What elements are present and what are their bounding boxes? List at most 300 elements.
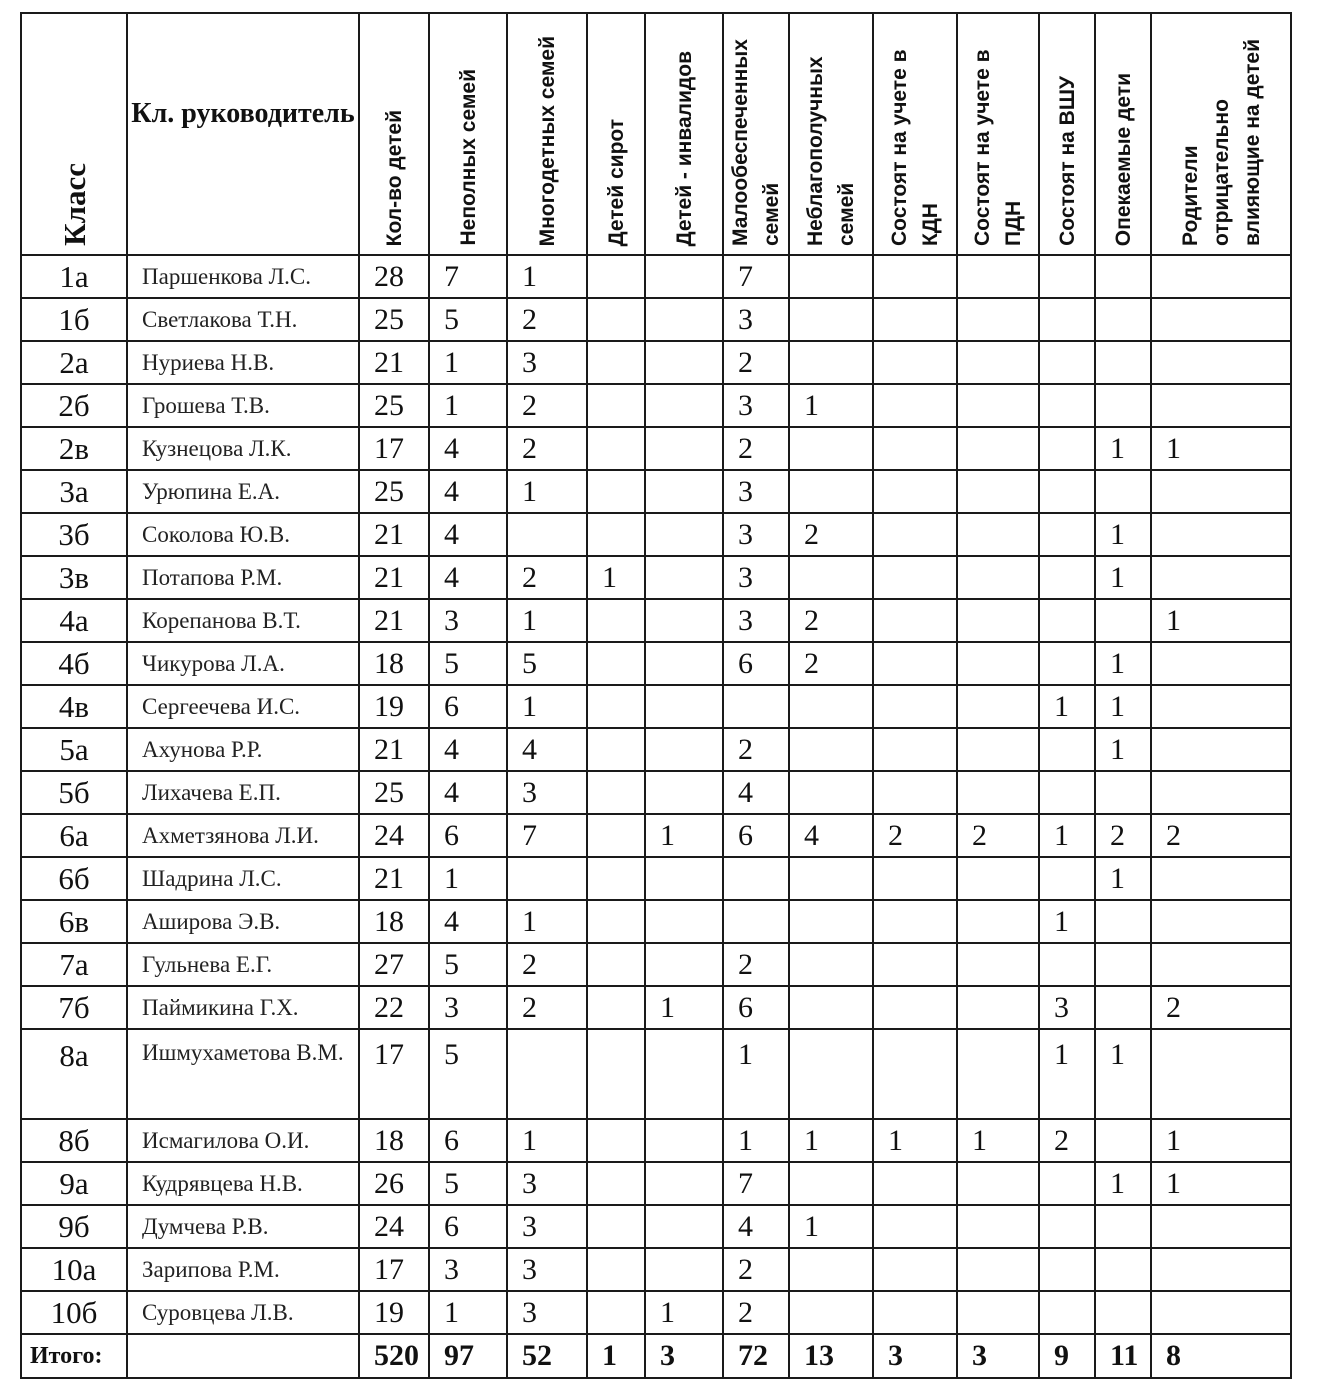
value-cell bbox=[957, 728, 1039, 771]
value-cell bbox=[873, 1205, 957, 1248]
teacher-cell: Гульнева Е.Г. bbox=[127, 943, 359, 986]
value-cell bbox=[1039, 1205, 1095, 1248]
value-cell bbox=[587, 943, 645, 986]
value-cell: 4 bbox=[429, 728, 507, 771]
total-value-cell: 1 bbox=[587, 1334, 645, 1378]
value-cell bbox=[873, 771, 957, 814]
value-cell: 24 bbox=[359, 814, 429, 857]
teacher-cell: Урюпина Е.А. bbox=[127, 470, 359, 513]
teacher-cell: Нуриева Н.В. bbox=[127, 341, 359, 384]
value-cell bbox=[645, 255, 723, 298]
total-value-cell: 3 bbox=[645, 1334, 723, 1378]
value-cell: 3 bbox=[429, 986, 507, 1029]
table-row bbox=[21, 599, 1291, 642]
teacher-cell: Лихачева Е.П. bbox=[127, 771, 359, 814]
value-cell bbox=[789, 685, 873, 728]
value-cell: 1 bbox=[507, 1119, 587, 1162]
value-cell bbox=[1095, 1205, 1151, 1248]
header-incomplete: Неполных семей bbox=[429, 13, 507, 255]
value-cell: 1 bbox=[723, 1119, 789, 1162]
value-cell bbox=[723, 900, 789, 943]
teacher-cell: Ахметзянова Л.И. bbox=[127, 814, 359, 857]
value-cell bbox=[1039, 298, 1095, 341]
class-cell: 8б bbox=[21, 1119, 127, 1162]
value-cell bbox=[1151, 470, 1291, 513]
value-cell bbox=[1039, 470, 1095, 513]
value-cell bbox=[789, 1291, 873, 1334]
value-cell: 19 bbox=[359, 685, 429, 728]
table-row bbox=[21, 1205, 1291, 1248]
value-cell bbox=[957, 685, 1039, 728]
value-cell: 21 bbox=[359, 599, 429, 642]
value-cell: 25 bbox=[359, 771, 429, 814]
class-cell: 2в bbox=[21, 427, 127, 470]
teacher-cell: Думчева Р.В. bbox=[127, 1205, 359, 1248]
class-cell: 3а bbox=[21, 470, 127, 513]
value-cell bbox=[957, 556, 1039, 599]
value-cell bbox=[873, 255, 957, 298]
value-cell bbox=[1151, 1205, 1291, 1248]
value-cell: 2 bbox=[507, 986, 587, 1029]
value-cell: 3 bbox=[507, 341, 587, 384]
table-row bbox=[21, 642, 1291, 685]
value-cell: 1 bbox=[873, 1119, 957, 1162]
value-cell bbox=[587, 298, 645, 341]
value-cell: 1 bbox=[429, 384, 507, 427]
class-cell: 4б bbox=[21, 642, 127, 685]
value-cell bbox=[789, 556, 873, 599]
value-cell bbox=[789, 1029, 873, 1119]
value-cell: 3 bbox=[723, 298, 789, 341]
value-cell bbox=[1039, 341, 1095, 384]
value-cell bbox=[1039, 943, 1095, 986]
value-cell bbox=[587, 1205, 645, 1248]
value-cell bbox=[645, 1205, 723, 1248]
value-cell bbox=[1151, 857, 1291, 900]
value-cell bbox=[1095, 470, 1151, 513]
value-cell bbox=[1039, 728, 1095, 771]
value-cell: 2 bbox=[1151, 986, 1291, 1029]
total-value-cell: 8 bbox=[1151, 1334, 1291, 1378]
table-row bbox=[21, 685, 1291, 728]
teacher-cell: Ишмухаметова В.М. bbox=[127, 1029, 359, 1119]
value-cell: 28 bbox=[359, 255, 429, 298]
value-cell bbox=[957, 470, 1039, 513]
table-row bbox=[21, 255, 1291, 298]
table-row bbox=[21, 1029, 1291, 1119]
value-cell bbox=[1095, 341, 1151, 384]
children-statistics-table bbox=[20, 12, 1292, 1379]
value-cell bbox=[789, 1248, 873, 1291]
header-negative-parents: Родители отрицательно влияющие на детей bbox=[1151, 13, 1291, 255]
value-cell: 3 bbox=[723, 470, 789, 513]
value-cell: 17 bbox=[359, 427, 429, 470]
value-cell bbox=[1039, 255, 1095, 298]
class-cell: 4а bbox=[21, 599, 127, 642]
value-cell bbox=[1095, 1119, 1151, 1162]
value-cell: 3 bbox=[429, 599, 507, 642]
value-cell: 3 bbox=[723, 599, 789, 642]
totals-label: Итого: bbox=[21, 1334, 127, 1378]
header-kdn: Состоят на учете в КДН bbox=[873, 13, 957, 255]
value-cell bbox=[1151, 642, 1291, 685]
table-row bbox=[21, 900, 1291, 943]
value-cell bbox=[873, 1248, 957, 1291]
value-cell: 1 bbox=[507, 685, 587, 728]
totals-empty-cell bbox=[127, 1334, 359, 1378]
value-cell bbox=[873, 556, 957, 599]
value-cell: 6 bbox=[723, 814, 789, 857]
value-cell bbox=[1151, 298, 1291, 341]
value-cell bbox=[957, 1029, 1039, 1119]
value-cell bbox=[587, 427, 645, 470]
value-cell bbox=[1151, 685, 1291, 728]
class-cell: 3б bbox=[21, 513, 127, 556]
value-cell bbox=[507, 857, 587, 900]
value-cell: 1 bbox=[429, 341, 507, 384]
table-row bbox=[21, 1119, 1291, 1162]
value-cell bbox=[789, 470, 873, 513]
value-cell: 3 bbox=[723, 384, 789, 427]
value-cell bbox=[1151, 1291, 1291, 1334]
value-cell: 4 bbox=[429, 470, 507, 513]
value-cell: 2 bbox=[789, 599, 873, 642]
value-cell bbox=[587, 255, 645, 298]
value-cell bbox=[1151, 255, 1291, 298]
value-cell bbox=[1039, 771, 1095, 814]
value-cell bbox=[873, 685, 957, 728]
value-cell bbox=[645, 1248, 723, 1291]
teacher-cell: Ахунова Р.Р. bbox=[127, 728, 359, 771]
table-row bbox=[21, 771, 1291, 814]
value-cell: 7 bbox=[723, 255, 789, 298]
total-value-cell: 9 bbox=[1039, 1334, 1095, 1378]
class-cell: 4в bbox=[21, 685, 127, 728]
teacher-cell: Суровцева Л.В. bbox=[127, 1291, 359, 1334]
header-low-income: Малообеспеченных семей bbox=[723, 13, 789, 255]
value-cell bbox=[1095, 298, 1151, 341]
value-cell bbox=[957, 857, 1039, 900]
teacher-cell: Кудрявцева Н.В. bbox=[127, 1162, 359, 1205]
value-cell bbox=[1039, 384, 1095, 427]
value-cell: 1 bbox=[507, 900, 587, 943]
class-cell: 7а bbox=[21, 943, 127, 986]
value-cell: 2 bbox=[507, 427, 587, 470]
table-row bbox=[21, 1291, 1291, 1334]
class-cell: 9б bbox=[21, 1205, 127, 1248]
value-cell bbox=[587, 1119, 645, 1162]
value-cell bbox=[873, 1291, 957, 1334]
value-cell: 5 bbox=[429, 298, 507, 341]
table-row bbox=[21, 556, 1291, 599]
total-value-cell: 72 bbox=[723, 1334, 789, 1378]
value-cell bbox=[873, 470, 957, 513]
teacher-cell: Исмагилова О.И. bbox=[127, 1119, 359, 1162]
value-cell bbox=[1039, 1291, 1095, 1334]
value-cell: 22 bbox=[359, 986, 429, 1029]
value-cell bbox=[789, 728, 873, 771]
teacher-cell: Кузнецова Л.К. bbox=[127, 427, 359, 470]
value-cell: 4 bbox=[429, 427, 507, 470]
value-cell bbox=[789, 900, 873, 943]
totals-row bbox=[21, 1334, 1291, 1378]
value-cell: 1 bbox=[1039, 814, 1095, 857]
value-cell bbox=[957, 771, 1039, 814]
value-cell bbox=[645, 427, 723, 470]
value-cell bbox=[1095, 1291, 1151, 1334]
value-cell: 1 bbox=[645, 814, 723, 857]
header-large-families: Многодетных семей bbox=[507, 13, 587, 255]
value-cell: 3 bbox=[723, 513, 789, 556]
teacher-cell: Светлакова Т.Н. bbox=[127, 298, 359, 341]
value-cell bbox=[1095, 255, 1151, 298]
class-cell: 7б bbox=[21, 986, 127, 1029]
value-cell bbox=[1039, 857, 1095, 900]
total-value-cell: 13 bbox=[789, 1334, 873, 1378]
value-cell: 21 bbox=[359, 857, 429, 900]
total-value-cell: 97 bbox=[429, 1334, 507, 1378]
value-cell bbox=[789, 986, 873, 1029]
value-cell bbox=[1039, 642, 1095, 685]
value-cell bbox=[645, 298, 723, 341]
value-cell: 5 bbox=[429, 642, 507, 685]
value-cell: 18 bbox=[359, 1119, 429, 1162]
value-cell bbox=[645, 1162, 723, 1205]
value-cell bbox=[587, 599, 645, 642]
value-cell bbox=[587, 814, 645, 857]
value-cell bbox=[873, 900, 957, 943]
value-cell bbox=[645, 771, 723, 814]
value-cell bbox=[957, 384, 1039, 427]
teacher-cell: Соколова Ю.В. bbox=[127, 513, 359, 556]
value-cell: 1 bbox=[1151, 599, 1291, 642]
value-cell bbox=[789, 341, 873, 384]
value-cell: 2 bbox=[1151, 814, 1291, 857]
table-row bbox=[21, 298, 1291, 341]
value-cell bbox=[957, 599, 1039, 642]
class-cell: 9а bbox=[21, 1162, 127, 1205]
value-cell bbox=[789, 857, 873, 900]
value-cell bbox=[1151, 1248, 1291, 1291]
value-cell bbox=[873, 1029, 957, 1119]
total-value-cell: 520 bbox=[359, 1334, 429, 1378]
value-cell bbox=[1039, 427, 1095, 470]
value-cell: 1 bbox=[1151, 1119, 1291, 1162]
value-cell: 1 bbox=[1095, 1029, 1151, 1119]
value-cell: 2 bbox=[507, 298, 587, 341]
header-row bbox=[21, 13, 1291, 255]
header-children: Кол-во детей bbox=[359, 13, 429, 255]
value-cell bbox=[957, 986, 1039, 1029]
value-cell bbox=[1151, 728, 1291, 771]
value-cell bbox=[587, 1248, 645, 1291]
value-cell: 2 bbox=[723, 1248, 789, 1291]
value-cell bbox=[873, 599, 957, 642]
value-cell: 1 bbox=[1095, 1162, 1151, 1205]
value-cell: 1 bbox=[1095, 857, 1151, 900]
value-cell bbox=[957, 943, 1039, 986]
value-cell: 18 bbox=[359, 642, 429, 685]
value-cell: 2 bbox=[789, 513, 873, 556]
value-cell: 1 bbox=[1095, 556, 1151, 599]
value-cell bbox=[1151, 1029, 1291, 1119]
value-cell bbox=[873, 857, 957, 900]
value-cell bbox=[873, 1162, 957, 1205]
value-cell bbox=[1095, 1248, 1151, 1291]
value-cell: 1 bbox=[429, 1291, 507, 1334]
table-row bbox=[21, 857, 1291, 900]
class-cell: 10а bbox=[21, 1248, 127, 1291]
value-cell: 19 bbox=[359, 1291, 429, 1334]
value-cell: 4 bbox=[507, 728, 587, 771]
value-cell bbox=[587, 685, 645, 728]
table-row bbox=[21, 943, 1291, 986]
value-cell bbox=[587, 986, 645, 1029]
table-row bbox=[21, 470, 1291, 513]
value-cell bbox=[587, 728, 645, 771]
value-cell: 6 bbox=[723, 642, 789, 685]
value-cell bbox=[957, 1205, 1039, 1248]
value-cell: 1 bbox=[645, 986, 723, 1029]
value-cell: 3 bbox=[507, 1162, 587, 1205]
value-cell bbox=[1151, 556, 1291, 599]
class-cell: 1а bbox=[21, 255, 127, 298]
value-cell: 3 bbox=[429, 1248, 507, 1291]
value-cell bbox=[587, 900, 645, 943]
value-cell: 3 bbox=[723, 556, 789, 599]
class-cell: 6в bbox=[21, 900, 127, 943]
value-cell bbox=[957, 1162, 1039, 1205]
value-cell: 21 bbox=[359, 513, 429, 556]
teacher-cell: Паршенкова Л.С. bbox=[127, 255, 359, 298]
value-cell bbox=[789, 298, 873, 341]
value-cell: 18 bbox=[359, 900, 429, 943]
total-value-cell: 3 bbox=[873, 1334, 957, 1378]
value-cell: 1 bbox=[645, 1291, 723, 1334]
header-disabled: Детей - инвалидов bbox=[645, 13, 723, 255]
value-cell bbox=[957, 513, 1039, 556]
value-cell bbox=[1151, 771, 1291, 814]
value-cell: 27 bbox=[359, 943, 429, 986]
value-cell: 25 bbox=[359, 384, 429, 427]
class-cell: 5б bbox=[21, 771, 127, 814]
value-cell: 24 bbox=[359, 1205, 429, 1248]
value-cell bbox=[1151, 513, 1291, 556]
value-cell bbox=[587, 470, 645, 513]
value-cell bbox=[789, 255, 873, 298]
value-cell: 2 bbox=[723, 728, 789, 771]
table-row bbox=[21, 986, 1291, 1029]
table-row bbox=[21, 1162, 1291, 1205]
value-cell: 2 bbox=[723, 943, 789, 986]
value-cell bbox=[873, 728, 957, 771]
teacher-cell: Зарипова Р.М. bbox=[127, 1248, 359, 1291]
value-cell bbox=[723, 857, 789, 900]
value-cell bbox=[1151, 384, 1291, 427]
value-cell bbox=[645, 900, 723, 943]
class-cell: 2б bbox=[21, 384, 127, 427]
value-cell: 3 bbox=[507, 1205, 587, 1248]
value-cell: 1 bbox=[789, 1205, 873, 1248]
value-cell: 21 bbox=[359, 341, 429, 384]
value-cell: 4 bbox=[789, 814, 873, 857]
value-cell: 1 bbox=[1095, 513, 1151, 556]
value-cell bbox=[1151, 341, 1291, 384]
header-teacher: Кл. руководитель bbox=[127, 13, 359, 255]
class-cell: 1б bbox=[21, 298, 127, 341]
value-cell: 2 bbox=[507, 556, 587, 599]
class-cell: 5а bbox=[21, 728, 127, 771]
value-cell: 4 bbox=[723, 1205, 789, 1248]
value-cell bbox=[1095, 900, 1151, 943]
value-cell bbox=[645, 1029, 723, 1119]
value-cell bbox=[645, 857, 723, 900]
teacher-cell: Паймикина Г.Х. bbox=[127, 986, 359, 1029]
value-cell bbox=[957, 427, 1039, 470]
value-cell bbox=[587, 642, 645, 685]
header-pdn: Состоят на учете в ПДН bbox=[957, 13, 1039, 255]
value-cell: 1 bbox=[723, 1029, 789, 1119]
value-cell: 6 bbox=[429, 1119, 507, 1162]
value-cell bbox=[1095, 771, 1151, 814]
header-vshu: Состоят на ВШУ bbox=[1039, 13, 1095, 255]
value-cell: 21 bbox=[359, 728, 429, 771]
header-guardianship: Опекаемые дети bbox=[1095, 13, 1151, 255]
value-cell: 2 bbox=[723, 427, 789, 470]
value-cell bbox=[645, 513, 723, 556]
value-cell: 4 bbox=[429, 900, 507, 943]
header-dysfunctional: Неблагополучных семей bbox=[789, 13, 873, 255]
value-cell: 17 bbox=[359, 1248, 429, 1291]
value-cell: 25 bbox=[359, 470, 429, 513]
value-cell: 1 bbox=[1151, 427, 1291, 470]
value-cell bbox=[587, 341, 645, 384]
value-cell: 1 bbox=[1095, 728, 1151, 771]
value-cell: 3 bbox=[507, 1291, 587, 1334]
value-cell bbox=[1039, 599, 1095, 642]
value-cell bbox=[645, 728, 723, 771]
value-cell bbox=[789, 427, 873, 470]
table-row bbox=[21, 427, 1291, 470]
value-cell: 2 bbox=[789, 642, 873, 685]
value-cell bbox=[873, 341, 957, 384]
teacher-cell: Грошева Т.В. bbox=[127, 384, 359, 427]
value-cell bbox=[645, 599, 723, 642]
value-cell: 5 bbox=[429, 1162, 507, 1205]
header-orphans: Детей сирот bbox=[587, 13, 645, 255]
value-cell: 5 bbox=[507, 642, 587, 685]
value-cell: 1 bbox=[789, 1119, 873, 1162]
value-cell: 6 bbox=[429, 814, 507, 857]
total-value-cell: 11 bbox=[1095, 1334, 1151, 1378]
value-cell: 1 bbox=[507, 470, 587, 513]
value-cell: 1 bbox=[1039, 685, 1095, 728]
value-cell: 1 bbox=[429, 857, 507, 900]
value-cell: 4 bbox=[429, 513, 507, 556]
value-cell: 3 bbox=[507, 771, 587, 814]
header-class: Класс bbox=[21, 13, 127, 255]
table-row bbox=[21, 1248, 1291, 1291]
value-cell bbox=[587, 1291, 645, 1334]
value-cell: 25 bbox=[359, 298, 429, 341]
value-cell: 2 bbox=[507, 943, 587, 986]
value-cell bbox=[873, 642, 957, 685]
value-cell: 6 bbox=[723, 986, 789, 1029]
value-cell bbox=[873, 298, 957, 341]
table-row bbox=[21, 513, 1291, 556]
value-cell bbox=[587, 384, 645, 427]
value-cell: 4 bbox=[723, 771, 789, 814]
